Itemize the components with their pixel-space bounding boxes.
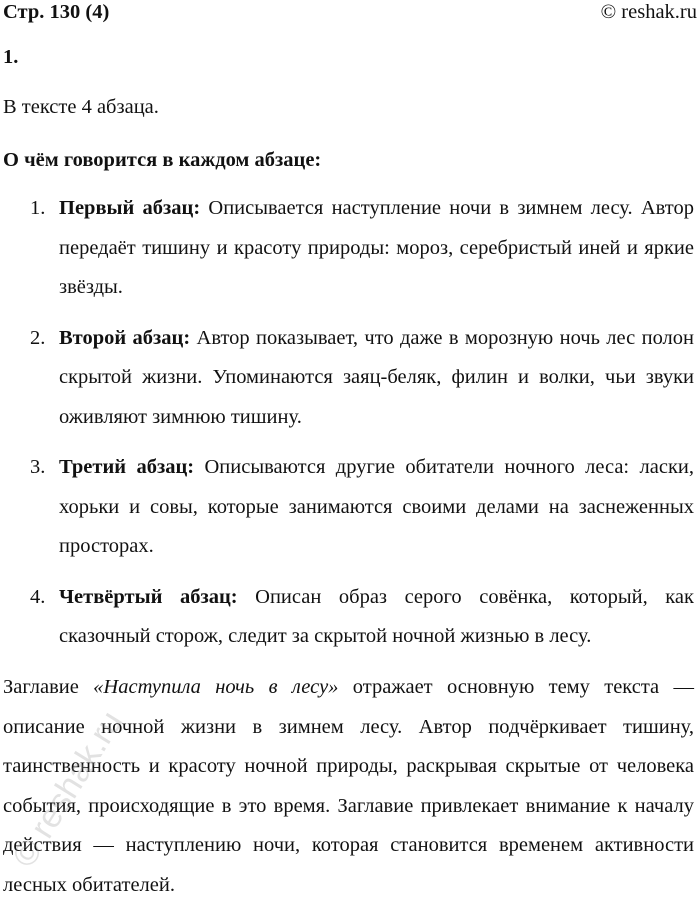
conclusion-paragraph xyxy=(3,668,694,905)
item-label: Первый абзац: xyxy=(59,197,201,219)
paragraph-list xyxy=(0,189,694,668)
list-item xyxy=(0,319,694,438)
item-text: Автор показывает, что даже в морозную ночь лес полон скрытой жизни. Упоминаются заяц-беляк, филин и волки, чьи звуки оживляют зимнюю тишину. xyxy=(59,326,694,428)
item-number: 3. xyxy=(30,456,46,478)
item-number: 2. xyxy=(30,326,46,349)
question-heading: О чём говорится в каждом абзаце: xyxy=(3,149,322,171)
item-text: Описывается наступление ночи в зимнем лесу. Автор передаёт тишину и красоту природы: мороз, серебристый иней и яркие звёзды. xyxy=(59,197,695,298)
watermark: © reshak.ru xyxy=(4,704,131,875)
list-item xyxy=(0,578,694,657)
item-number: 1. xyxy=(30,197,46,219)
list-item xyxy=(0,189,694,308)
task-number: 1. xyxy=(3,46,19,68)
item-label: Второй абзац: xyxy=(59,326,191,349)
page-number: Стр. 130 (4) xyxy=(3,1,110,23)
list-item xyxy=(0,448,694,567)
intro-text: В тексте 4 абзаца. xyxy=(3,96,159,118)
conclusion-start: Заглавие xyxy=(3,676,94,698)
item-number: 4. xyxy=(30,585,46,608)
item-label: Четвёртый абзац: xyxy=(59,585,238,608)
item-label: Третий абзац: xyxy=(59,456,195,478)
title-quote: «Наступила ночь в лесу» xyxy=(93,676,339,698)
copyright: © reshak.ru xyxy=(600,1,697,23)
page-header xyxy=(3,0,697,27)
conclusion-rest: отражает основную тему текста — описание ночной жизни в зимнем лесу. Автор подчёркивает тишину, таинственность и красоту ночной природы, раскрывая скрытые от человека события, происходящие в это время. Заглавие привлекает внимание к началу действия — наступлению ночи, которая становится временем активности лесных обитателей. xyxy=(3,676,694,896)
item-text: Описываются другие обитатели ночного леса: ласки, хорьки и совы, которые занимаются своими делами на заснеженных просторах. xyxy=(59,456,694,557)
item-text: Описан образ серого совёнка, который, как сказочный сторож, следит за скрытой ночной жизнью в лесу. xyxy=(59,585,694,647)
